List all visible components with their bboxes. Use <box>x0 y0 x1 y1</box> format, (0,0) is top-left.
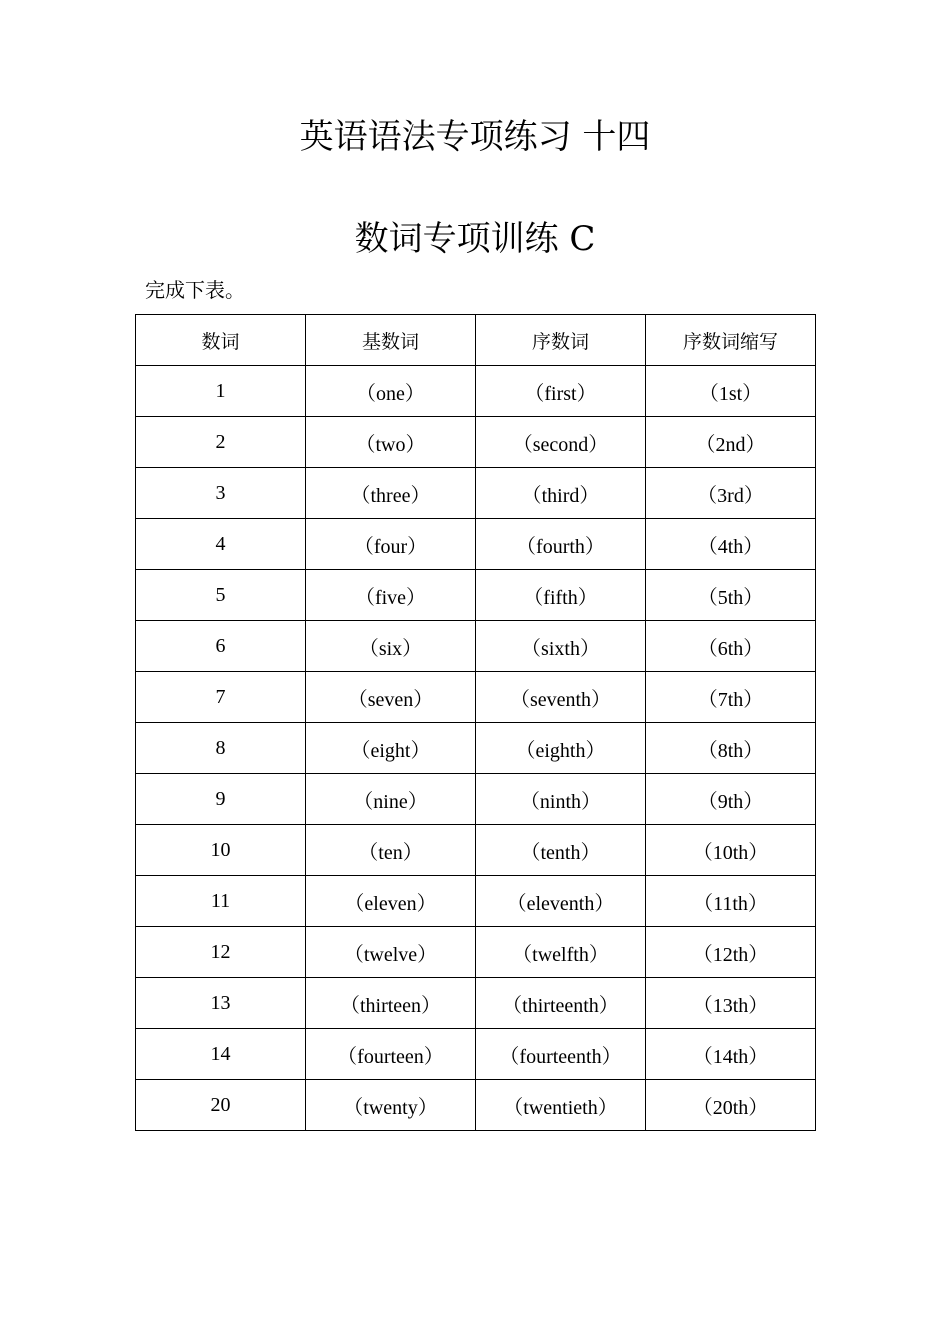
table-row <box>136 672 816 723</box>
table-row <box>136 723 816 774</box>
numeral-cell: 7 <box>136 672 306 723</box>
numeral-cell: 3 <box>136 468 306 519</box>
header-ordinal-abbr: 序数词缩写 <box>646 315 816 366</box>
numeral-cell: 13 <box>136 978 306 1029</box>
numeral-cell: 9 <box>136 774 306 825</box>
table-body <box>136 366 816 1131</box>
header-numeral: 数词 <box>136 315 306 366</box>
ordinal-cell: （twentieth） <box>476 1080 646 1131</box>
table-row <box>136 417 816 468</box>
cardinal-cell: （one） <box>306 366 476 417</box>
ordinal-abbr-cell: （3rd） <box>646 468 816 519</box>
ordinal-cell: （second） <box>476 417 646 468</box>
table-row <box>136 519 816 570</box>
ordinal-cell: （twelfth） <box>476 927 646 978</box>
table-row <box>136 1029 816 1080</box>
cardinal-cell: （eleven） <box>306 876 476 927</box>
ordinal-cell: （ninth） <box>476 774 646 825</box>
cardinal-cell: （thirteen） <box>306 978 476 1029</box>
cardinal-cell: （three） <box>306 468 476 519</box>
numeral-cell: 5 <box>136 570 306 621</box>
ordinal-abbr-cell: （10th） <box>646 825 816 876</box>
ordinal-cell: （seventh） <box>476 672 646 723</box>
ordinal-abbr-cell: （11th） <box>646 876 816 927</box>
ordinal-cell: （thirteenth） <box>476 978 646 1029</box>
numeral-cell: 4 <box>136 519 306 570</box>
ordinal-cell: （eleventh） <box>476 876 646 927</box>
ordinal-abbr-cell: （4th） <box>646 519 816 570</box>
ordinal-abbr-cell: （20th） <box>646 1080 816 1131</box>
numeral-cell: 11 <box>136 876 306 927</box>
ordinal-abbr-cell: （2nd） <box>646 417 816 468</box>
cardinal-cell: （five） <box>306 570 476 621</box>
ordinal-abbr-cell: （5th） <box>646 570 816 621</box>
numeral-cell: 10 <box>136 825 306 876</box>
header-ordinal: 序数词 <box>476 315 646 366</box>
ordinal-cell: （fourteenth） <box>476 1029 646 1080</box>
table-row <box>136 570 816 621</box>
instruction-text: 完成下表。 <box>145 278 245 302</box>
numeral-cell: 2 <box>136 417 306 468</box>
table-row <box>136 621 816 672</box>
table-row <box>136 366 816 417</box>
table-row <box>136 1080 816 1131</box>
table-row <box>136 774 816 825</box>
cardinal-cell: （ten） <box>306 825 476 876</box>
page-title: 英语语法专项练习 十四 <box>299 117 651 157</box>
cardinal-cell: （six） <box>306 621 476 672</box>
ordinal-abbr-cell: （7th） <box>646 672 816 723</box>
ordinal-abbr-cell: （12th） <box>646 927 816 978</box>
ordinal-cell: （sixth） <box>476 621 646 672</box>
numeral-cell: 12 <box>136 927 306 978</box>
table-row <box>136 468 816 519</box>
table-header-row <box>136 315 816 366</box>
section-title: 数词专项训练 C <box>354 219 596 259</box>
numeral-cell: 8 <box>136 723 306 774</box>
cardinal-cell: （two） <box>306 417 476 468</box>
ordinal-abbr-cell: （1st） <box>646 366 816 417</box>
ordinal-abbr-cell: （9th） <box>646 774 816 825</box>
table-row <box>136 978 816 1029</box>
ordinal-abbr-cell: （8th） <box>646 723 816 774</box>
table-row <box>136 927 816 978</box>
numeral-cell: 20 <box>136 1080 306 1131</box>
numeral-cell: 6 <box>136 621 306 672</box>
ordinal-abbr-cell: （14th） <box>646 1029 816 1080</box>
cardinal-cell: （seven） <box>306 672 476 723</box>
cardinal-cell: （four） <box>306 519 476 570</box>
ordinal-abbr-cell: （6th） <box>646 621 816 672</box>
cardinal-cell: （fourteen） <box>306 1029 476 1080</box>
numeral-cell: 1 <box>136 366 306 417</box>
table-row <box>136 876 816 927</box>
ordinal-cell: （third） <box>476 468 646 519</box>
number-table <box>135 314 816 1131</box>
ordinal-cell: （first） <box>476 366 646 417</box>
ordinal-cell: （fifth） <box>476 570 646 621</box>
ordinal-cell: （fourth） <box>476 519 646 570</box>
ordinal-cell: （tenth） <box>476 825 646 876</box>
cardinal-cell: （twelve） <box>306 927 476 978</box>
table-row <box>136 825 816 876</box>
cardinal-cell: （eight） <box>306 723 476 774</box>
ordinal-abbr-cell: （13th） <box>646 978 816 1029</box>
ordinal-cell: （eighth） <box>476 723 646 774</box>
cardinal-cell: （twenty） <box>306 1080 476 1131</box>
cardinal-cell: （nine） <box>306 774 476 825</box>
header-cardinal: 基数词 <box>306 315 476 366</box>
numeral-cell: 14 <box>136 1029 306 1080</box>
